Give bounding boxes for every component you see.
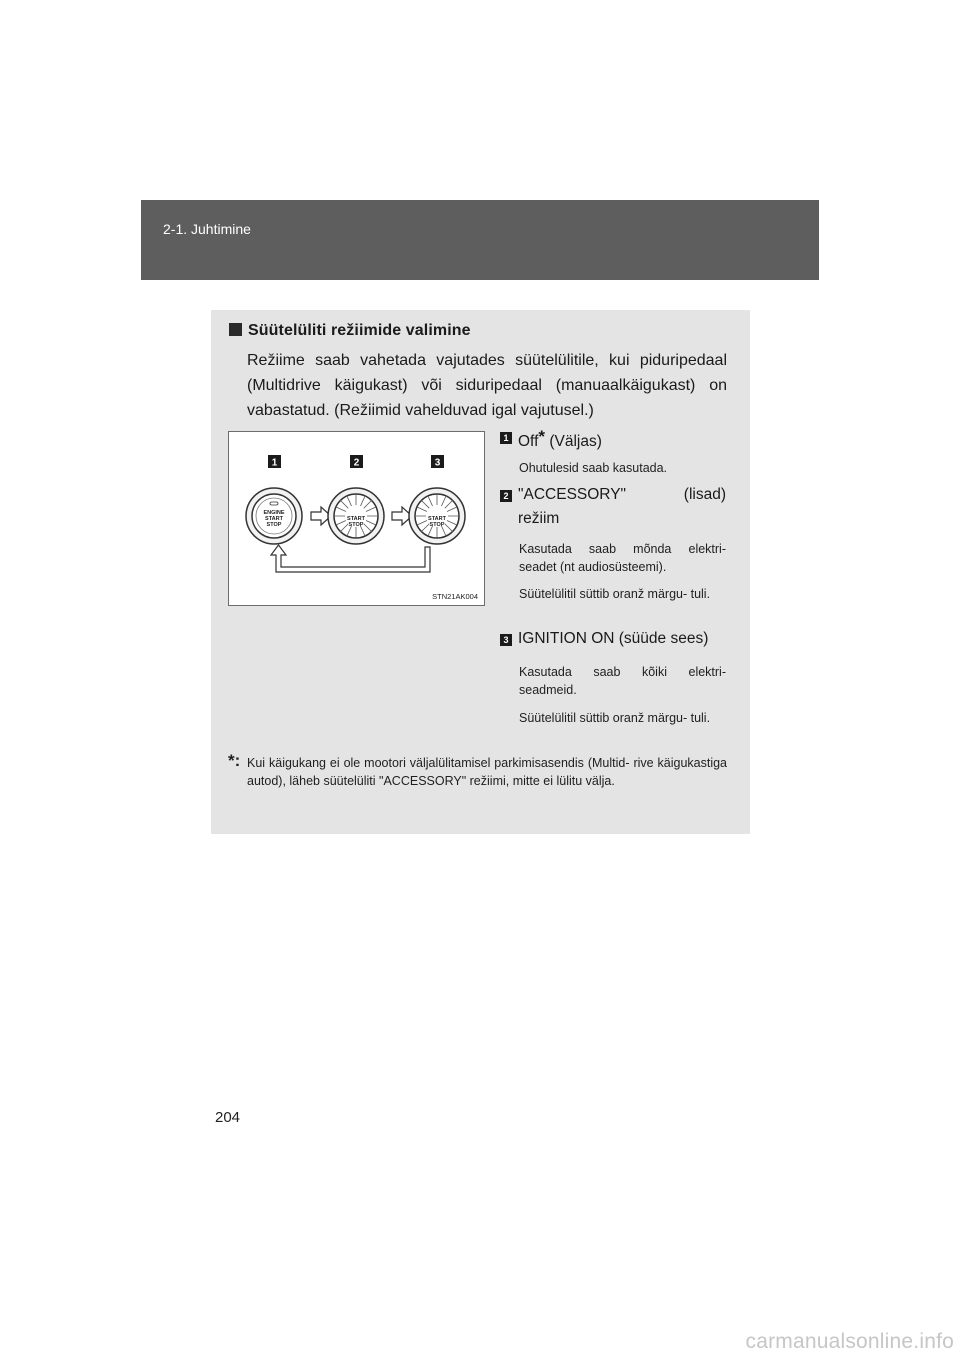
mode-badge-1: 1 — [500, 432, 512, 444]
button-3-start-text: START — [428, 516, 446, 522]
button-2-start-text: START — [347, 516, 365, 522]
mode-badge-3: 3 — [500, 634, 512, 646]
start-stop-button-accessory — [328, 488, 384, 544]
figure-badge-2-label: 2 — [353, 457, 360, 469]
mode-3-desc-1: Kasutada saab kõiki elektri- seadmeid. — [519, 665, 726, 697]
mode-1-title-suffix: (Väljas) — [549, 433, 602, 450]
mode-1-desc-1: Ohutulesid saab kasutada. — [519, 461, 668, 475]
black-square-icon — [229, 323, 242, 336]
start-stop-button-off — [246, 488, 302, 544]
mode-3-desc-2: Süütelülitil süttib oranž märgu- tuli. — [519, 711, 711, 725]
mode-2-title-line1: "ACCESSORY" (lisad) — [518, 486, 726, 503]
box-heading-text: Süütelüliti režiimide valimine — [248, 322, 471, 339]
mode-1-title-text: Off — [518, 433, 539, 450]
button-1-start-text: START — [265, 516, 283, 522]
asterisk-marker: * — [538, 427, 546, 446]
footnote-marker: *: — [228, 751, 241, 770]
box-heading — [229, 322, 471, 340]
ignition-mode-figure — [228, 431, 485, 606]
info-box — [211, 310, 750, 834]
figure-badge-3-label: 3 — [434, 457, 441, 469]
watermark: carmanualsonline.info — [745, 1330, 954, 1353]
intro-paragraph: Režiime saab vahetada vajutades süütelülitile, kui piduripedaal (Multidrive käigukast) või siduripedaal (manuaalkäigukast) on vabastatud. (Režiimid vahelduvad igal vajutusel.) — [247, 352, 727, 419]
figure-badge-2 — [350, 455, 363, 469]
mode-2-desc-1: Kasutada saab mõnda elektri- seadet (nt audiosüsteemi). — [519, 542, 726, 574]
mode-2-desc-2: Süütelülitil süttib oranž märgu- tuli. — [519, 587, 711, 601]
mode-badge-2: 2 — [500, 490, 512, 502]
figure-code: STN21AK004 — [432, 592, 478, 601]
mode-1-title — [518, 426, 602, 453]
mode-2-title-line2: režiim — [518, 510, 560, 527]
ignition-mode-diagram — [229, 432, 484, 605]
button-2-stop-text: STOP — [348, 522, 364, 528]
page-number: 204 — [215, 1109, 241, 1126]
section-title: 2-1. Juhtimine — [163, 221, 251, 237]
button-3-stop-text: STOP — [429, 522, 445, 528]
figure-badge-1-label: 1 — [271, 457, 278, 469]
figure-badge-1 — [268, 455, 281, 469]
footnote-text: Kui käigukang ei ole mootori väljalülitamisel parkimisasendis (Multid- rive käigukastiga autod), läheb süütelüliti "ACCESSORY" režiimi, mitte ei lülitu välja. — [247, 756, 727, 788]
mode-3-title: IGNITION ON (süüde sees) — [518, 630, 709, 647]
button-1-stop-text: STOP — [266, 522, 282, 528]
section-header-band — [141, 200, 819, 280]
return-arrow-icon — [271, 545, 430, 572]
footnote — [228, 751, 727, 790]
button-1-engine-text: ENGINE — [263, 510, 285, 516]
figure-badge-3 — [431, 455, 444, 469]
start-stop-button-ignition-on — [409, 488, 465, 544]
